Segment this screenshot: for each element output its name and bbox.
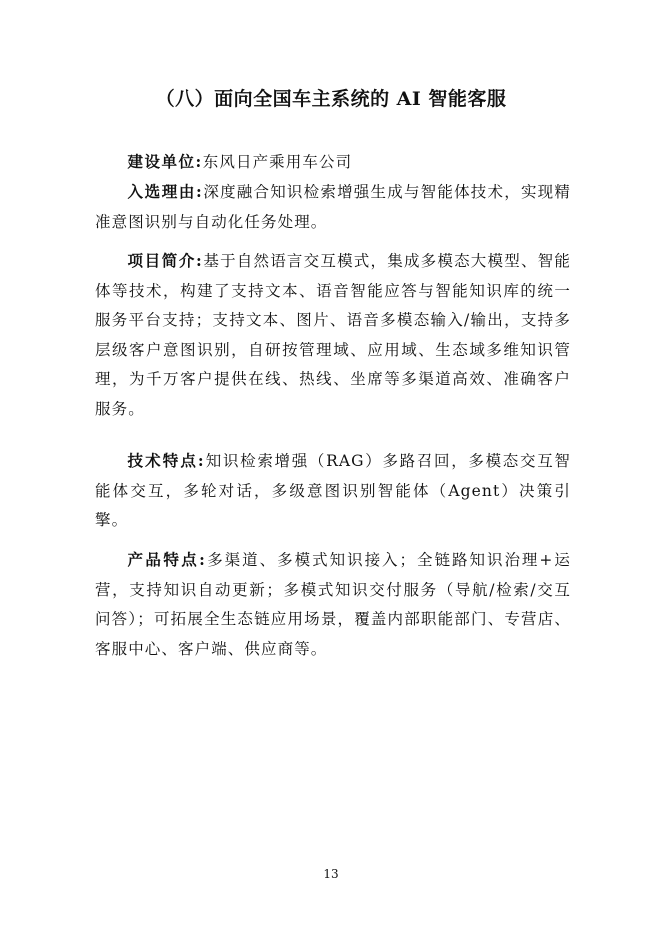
section-text: 基于自然语言交互模式，集成多模态大模型、智能体等技术，构建了支持文本、语音智能应答与智能知识库的统一服务平台支持；支持文本、图片、语音多模态输入/输出，支持多层级客户意图识别，自研按管理域、应用域、生态域多维知识管理，为千万客户提供在线、热线、坐席等多渠道高效、准确客户服务。	[95, 252, 571, 418]
section-product-features	[95, 545, 571, 664]
section-text: 知识检索增强（RAG）多路召回，多模态交互智能体交互，多轮对话，多级意图识别智能体（Agent）决策引擎。	[95, 452, 571, 529]
section-text: 深度融合知识检索增强生成与智能体技术，实现精准意图识别与自动化任务处理。	[95, 183, 571, 231]
section-text: 东风日产乘用车公司	[202, 153, 353, 171]
section-text: 多渠道、多模式知识接入；全链路知识治理+运营，支持知识自动更新；多模式知识交付服务（导航/检索/交互问答）；可拓展全生态链应用场景，覆盖内部职能部门、专营店、客服中心、客户端、供应商等。	[95, 551, 571, 658]
section-tech-features	[95, 446, 571, 536]
section-label: 入选理由:	[127, 182, 204, 201]
section-construction-unit	[95, 147, 571, 178]
section-label: 产品特点:	[127, 550, 207, 569]
page-title: （八）面向全国车主系统的 AI 智能客服	[155, 88, 507, 110]
section-label: 技术特点:	[127, 451, 206, 470]
page-number: 13	[323, 867, 339, 881]
section-project-intro	[95, 246, 571, 424]
section-selection-reason	[95, 177, 571, 237]
section-label: 建设单位:	[127, 152, 203, 171]
section-label: 项目简介:	[127, 251, 204, 270]
